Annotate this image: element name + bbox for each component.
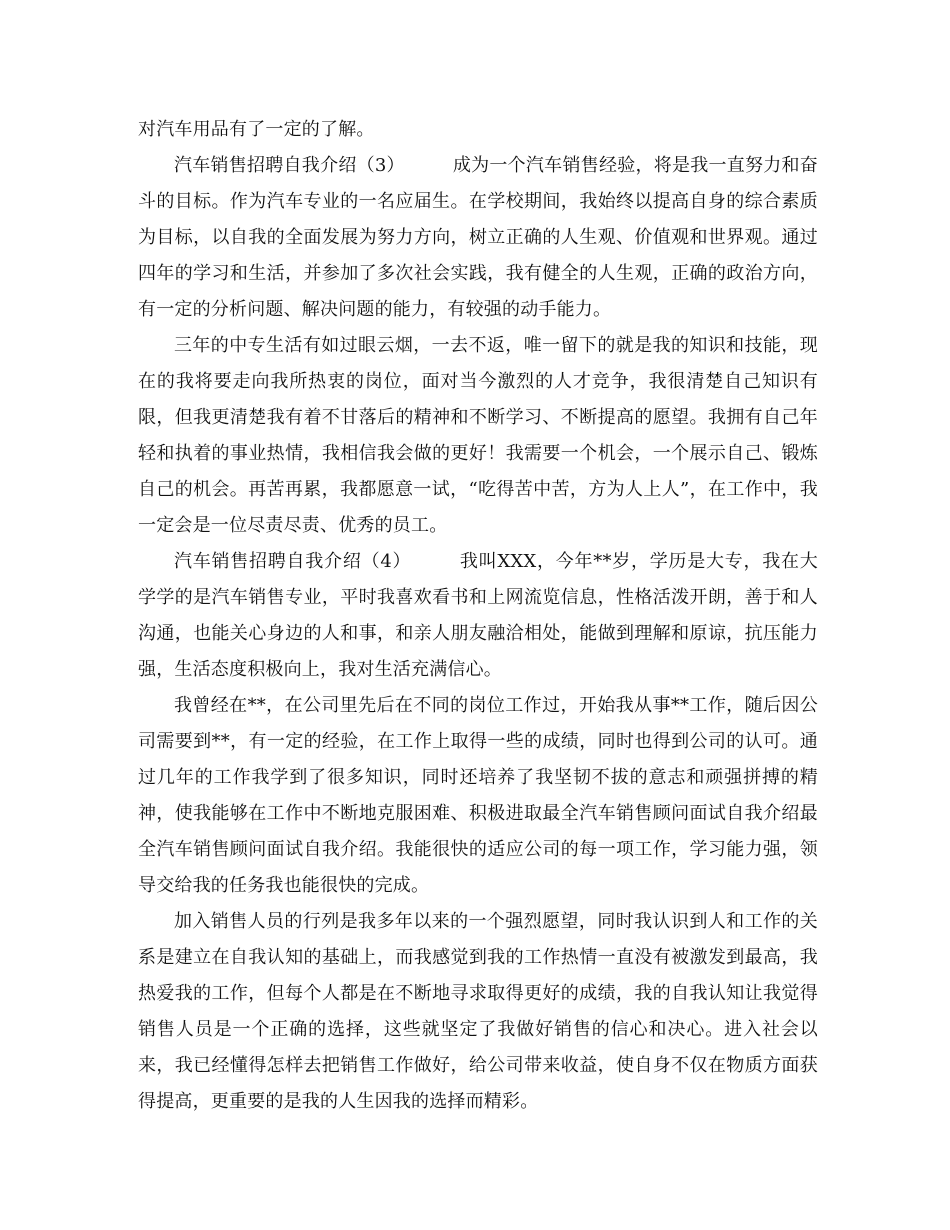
paragraph-6: 加入销售人员的行列是我多年以来的一个强烈愿望，同时我认识到人和工作的关系是建立在自我认知的基础上，而我感觉到我的工作热情一直没有被激发到最高，我热爱我的工作，但每个人都是在不断地寻求取得更好的成绩，我的自我认知让我觉得销售人员是一个正确的选择，这些就坚定了我做好销售的信心和决心。进入社会以来，我已经懂得怎样去把销售工作做好，给公司带来收益，使自身不仅在物质方面获得提高，更重要的是我的人生因我的选择而精彩。 <box>138 911 818 1112</box>
paragraph-3: 三年的中专生活有如过眼云烟，一去不返，唯一留下的就是我的知识和技能，现在的我将要走向我所热衷的岗位，面对当今激烈的人才竞争，我很清楚自己知识有限，但我更清楚我有着不甘落后的精神和不断学习、不断提高的愿望。我拥有自己年轻和执着的事业热情，我相信我会做的更好！我需要一个机会，一个展示自己、锻炼自己的机会。再苦再累，我都愿意一试，“吃得苦中苦，方为人上人”，在工作中，我一定会是一位尽责尽责、优秀的员工。 <box>138 335 818 536</box>
paragraph-4 <box>138 544 818 688</box>
paragraph-4-text: 我叫XXX，今年**岁，学历是大专，我在大学学的是汽车销售专业，平时我喜欢看书和上网流览信息，性格活泼开朗，善于和人沟通，也能关心身边的人和事，和亲人朋友融洽相处，能做到理解和原谅，抗压能力强，生活态度积极向上，我对生活充满信心。 <box>138 551 818 680</box>
paragraph-2 <box>138 148 818 328</box>
paragraph-1: 对汽车用品有了一定的了解。 <box>138 119 375 140</box>
paragraph-5: 我曾经在**，在公司里先后在不同的岗位工作过，开始我从事**工作，随后因公司需要到**，有一定的经验，在工作上取得一些的成绩，同时也得到公司的认可。通过几年的工作我学到了很多知识，同时还培养了我坚韧不拔的意志和顽强拼搏的精神，使我能够在工作中不断地克服困难、积极进取最全汽车销售顾问面试自我介绍最全汽车销售顾问面试自我介绍。我能很快的适应公司的每一项工作，学习能力强，领导交给我的任务我也能很快的完成。 <box>138 695 818 896</box>
paragraph-2-text: 成为一个汽车销售经验，将是我一直努力和奋斗的目标。作为汽车专业的一名应届生。在学校期间，我始终以提高自身的综合素质为目标，以自我的全面发展为努力方向，树立正确的人生观、价值观和世界观。通过四年的学习和生活，并参加了多次社会实践，我有健全的人生观，正确的政治方向，有一定的分析问题、解决问题的能力，有较强的动手能力。 <box>138 155 819 320</box>
section-heading-3: 汽车销售招聘自我介绍（3） <box>174 155 405 176</box>
section-heading-4: 汽车销售招聘自我介绍（4） <box>174 551 412 572</box>
document-body <box>138 112 818 1120</box>
